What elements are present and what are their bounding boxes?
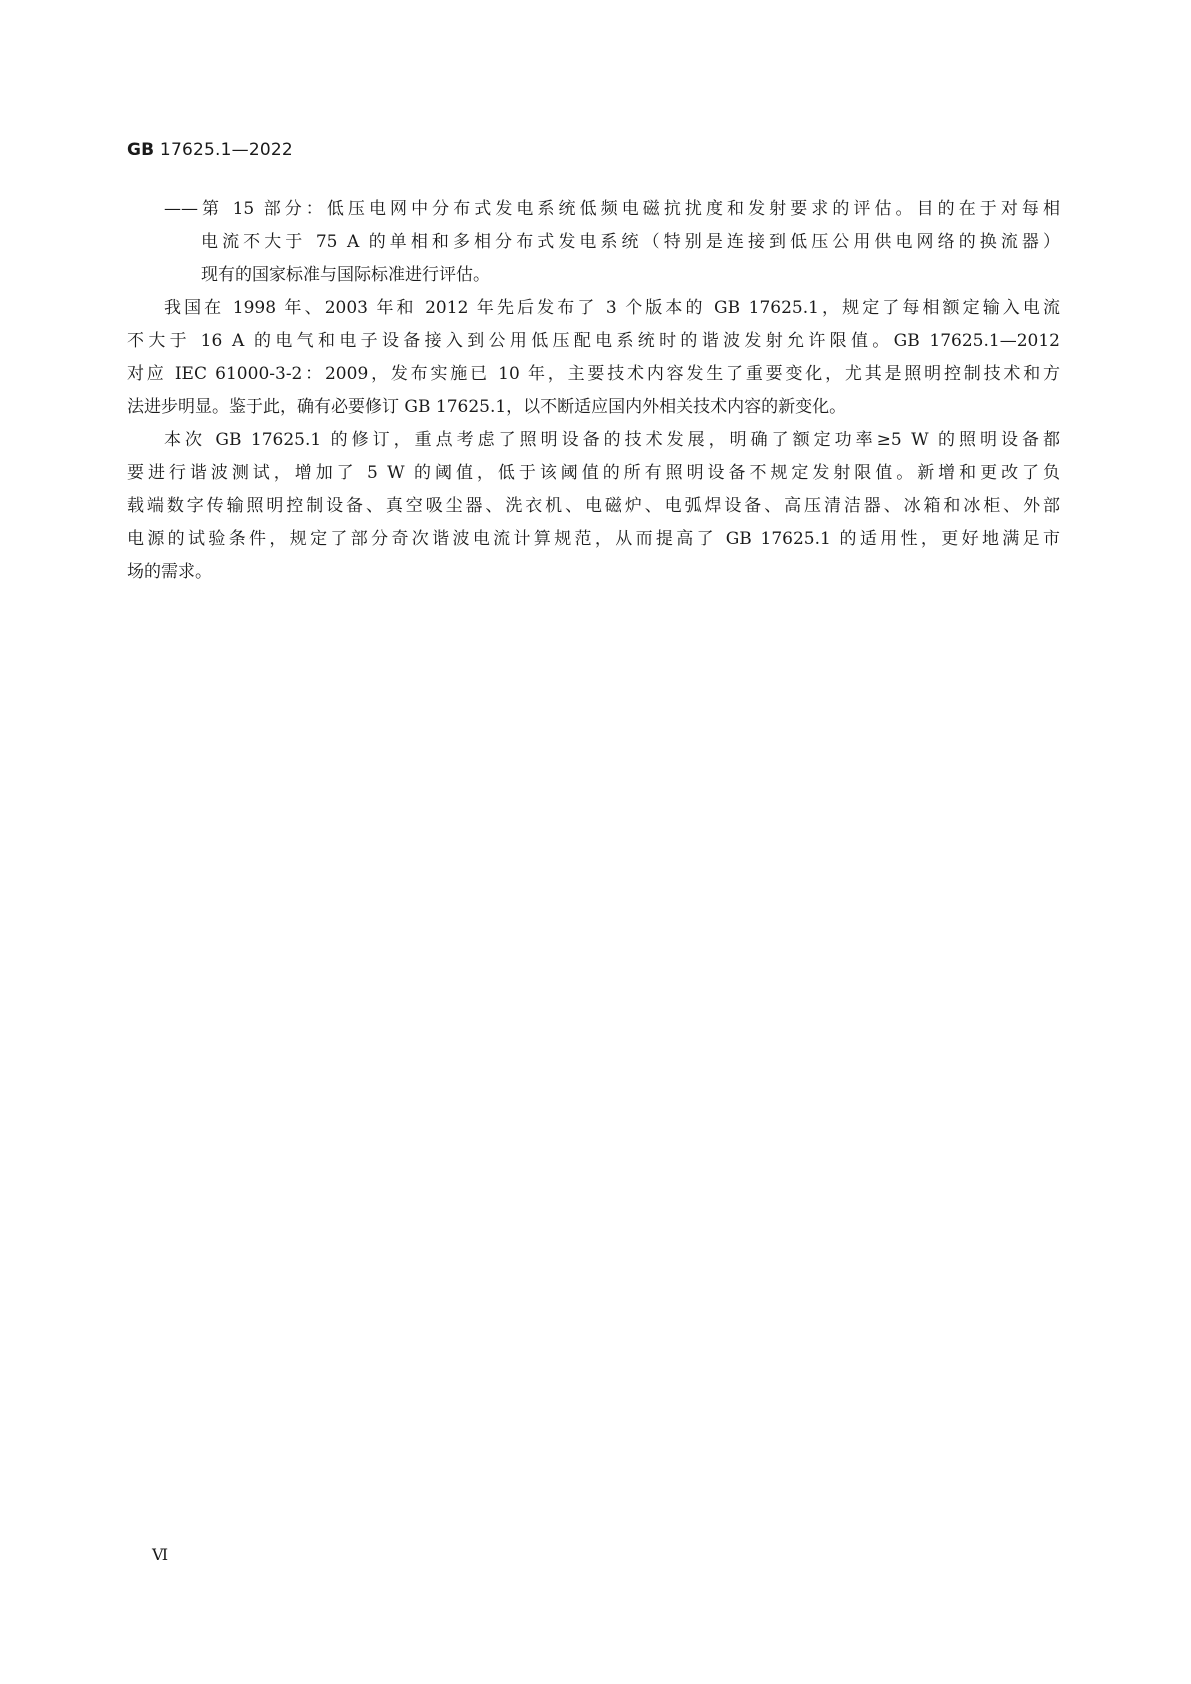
paragraph-line: 法进步明显。鉴于此，确有必要修订 GB 17625.1，以不断适应国内外相关技术内容的新变化。 [127, 397, 847, 417]
standard-prefix: GB [127, 140, 155, 160]
list-item-line: 电流不大于 75 A 的单相和多相分布式发电系统（特别是连接到低压公用供电网络的换流器） [201, 232, 1060, 252]
paragraph-history [127, 292, 1060, 424]
paragraph-line: 载端数字传输照明控制设备、真空吸尘器、洗衣机、电磁炉、电弧焊设备、高压清洁器、冰箱和冰柜、外部 [127, 496, 1060, 516]
paragraph-line: 本次 GB 17625.1 的修订，重点考虑了照明设备的技术发展，明确了额定功率≥5 W 的照明设备都 [164, 430, 1060, 450]
page-number: Ⅵ [152, 1545, 169, 1564]
paragraph-line: 场的需求。 [127, 562, 212, 582]
list-item-line: 现有的国家标准与国际标准进行评估。 [201, 265, 490, 285]
paragraph-line: 对应 IEC 61000-3-2：2009，发布实施已 10 年，主要技术内容发生了重要变化，尤其是照明控制技术和方 [127, 364, 1060, 384]
standard-number: 17625.1—2022 [159, 140, 293, 160]
paragraph-line: 我国在 1998 年、2003 年和 2012 年先后发布了 3 个版本的 GB 17625.1，规定了每相额定输入电流 [164, 298, 1060, 318]
paragraph-line: 要进行谐波测试，增加了 5 W 的阈值，低于该阈值的所有照明设备不规定发射限值。新增和更改了负 [127, 463, 1060, 483]
list-item-part-15 [127, 193, 1060, 292]
paragraph-line: 电源的试验条件，规定了部分奇次谐波电流计算规范，从而提高了 GB 17625.1 的适用性，更好地满足市 [127, 529, 1060, 549]
list-item-line: ——第 15 部分：低压电网中分布式发电系统低频电磁抗扰度和发射要求的评估。目的在于对每相 [164, 199, 1060, 219]
page-header [127, 140, 293, 160]
document-body [127, 193, 1060, 589]
paragraph-revision [127, 424, 1060, 589]
paragraph-line: 不大于 16 A 的电气和电子设备接入到公用低压配电系统时的谐波发射允许限值。GB 17625.1—2012 [127, 331, 1060, 351]
